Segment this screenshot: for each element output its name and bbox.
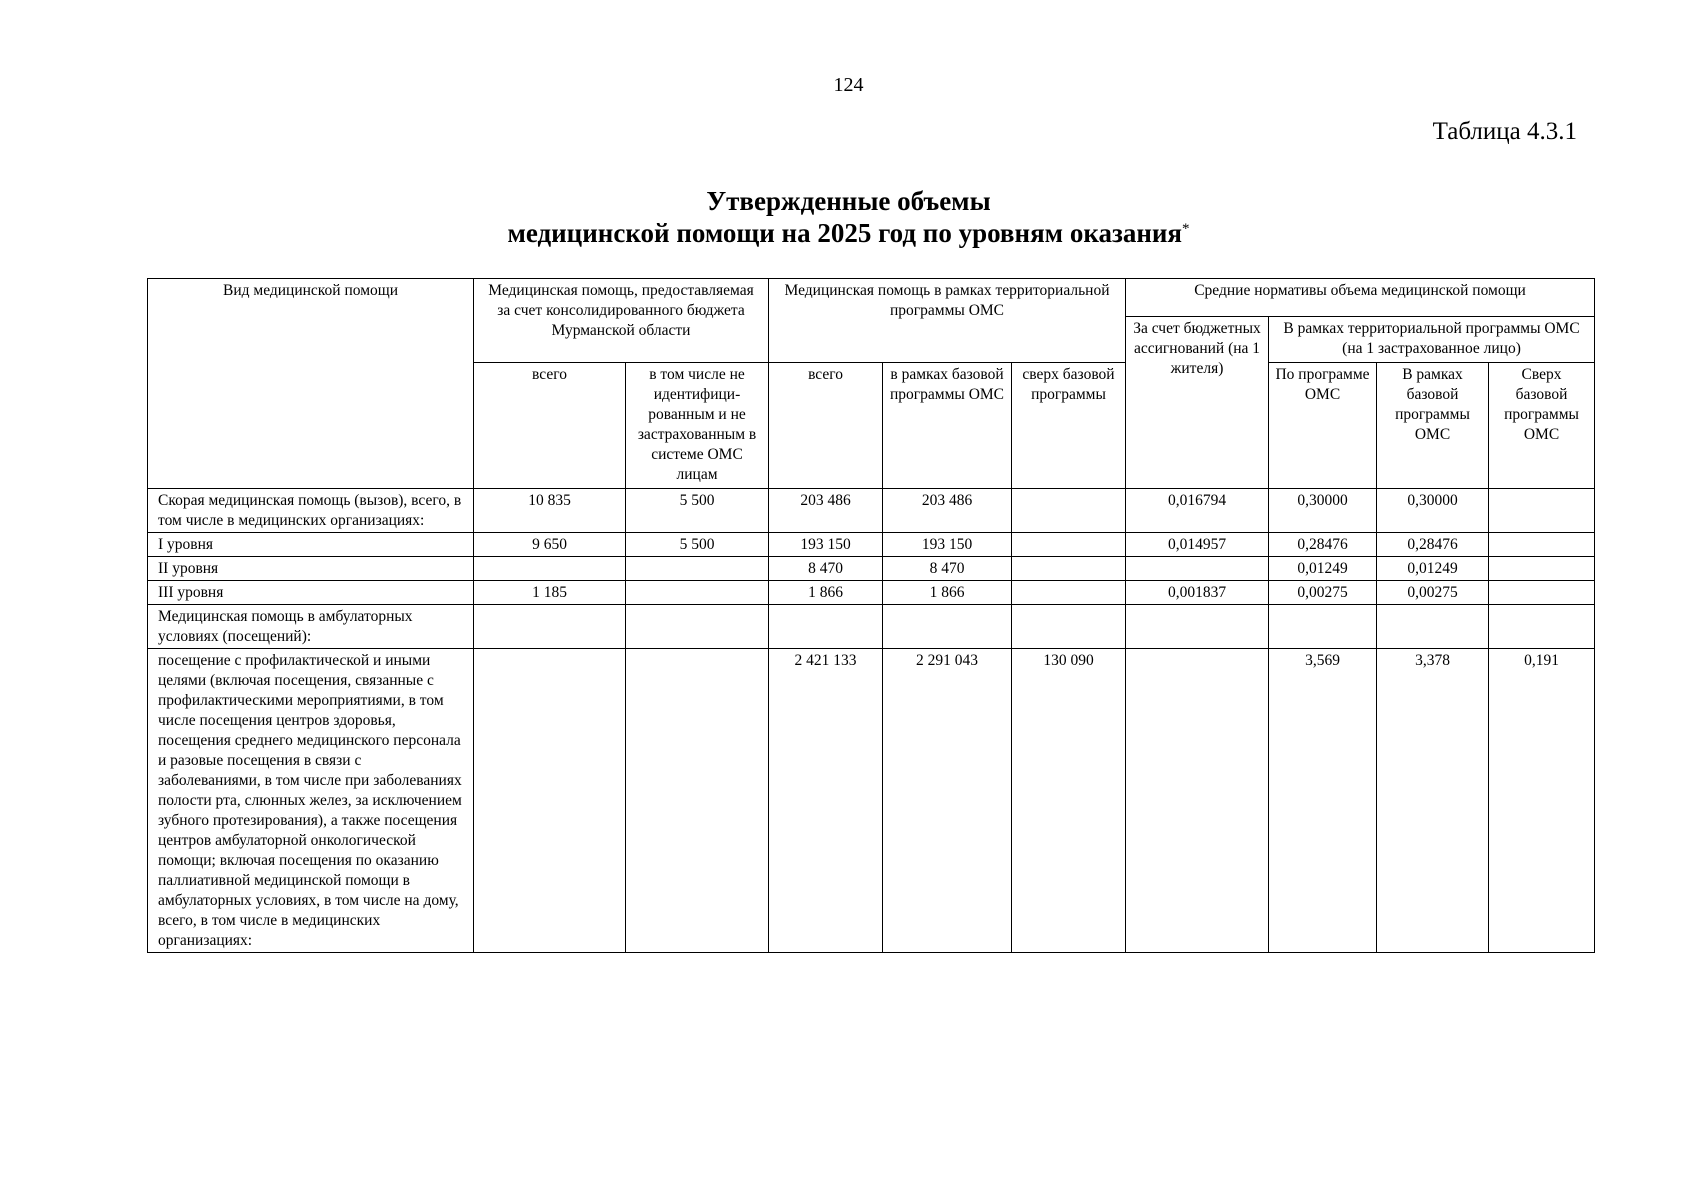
cell: 0,014957 bbox=[1126, 533, 1269, 557]
cell: 0,00275 bbox=[1377, 581, 1489, 605]
cell bbox=[1126, 649, 1269, 953]
header-consolidated: Медицинская помощь, предоставляемая за счет консолидированного бюджета Мурманской области bbox=[474, 279, 769, 363]
header-budget-per-resident: За счет бюджетных ассигнований (на 1 жителя) bbox=[1126, 317, 1269, 489]
cell: 1 185 bbox=[474, 581, 626, 605]
cell: 0,01249 bbox=[1269, 557, 1377, 581]
cell bbox=[626, 649, 769, 953]
cell: 8 470 bbox=[883, 557, 1012, 581]
table-row bbox=[148, 649, 1595, 953]
cell: 193 150 bbox=[769, 533, 883, 557]
cell bbox=[1489, 557, 1595, 581]
cell bbox=[883, 605, 1012, 649]
cell: 193 150 bbox=[883, 533, 1012, 557]
cell bbox=[1012, 489, 1126, 533]
cell bbox=[626, 557, 769, 581]
table-label: Таблица 4.3.1 bbox=[1432, 118, 1577, 145]
header-norm-above: Сверх базовой программы ОМС bbox=[1489, 363, 1595, 489]
table-row bbox=[148, 557, 1595, 581]
cell: 0,00275 bbox=[1269, 581, 1377, 605]
cell bbox=[1489, 605, 1595, 649]
header-territorial: Медицинская помощь в рамках территориальной программы ОМС bbox=[769, 279, 1126, 363]
cell bbox=[1012, 533, 1126, 557]
row-label: I уровня bbox=[148, 533, 474, 557]
cell: 8 470 bbox=[769, 557, 883, 581]
volumes-table bbox=[147, 278, 1595, 953]
cell bbox=[1489, 533, 1595, 557]
cell bbox=[1012, 581, 1126, 605]
cell: 10 835 bbox=[474, 489, 626, 533]
cell: 9 650 bbox=[474, 533, 626, 557]
cell bbox=[1269, 605, 1377, 649]
cell: 1 866 bbox=[883, 581, 1012, 605]
cell: 5 500 bbox=[626, 533, 769, 557]
row-label: Медицинская помощь в амбулаторных условиях (посещений): bbox=[148, 605, 474, 649]
row-label: посещение с профилактической и иными целями (включая посещения, связанные с профилактическими мероприятиями, в том числе посещения центров здоровья, посещения среднего медицинского персонала и разовые посещения в связи с заболеваниями, в том числе при заболеваниях полости рта, слюнных желез, за исключением зубного протезирования), а также посещения центров амбулаторной онкологической помощи; включая посещения по оказанию паллиативной медицинской помощи в амбулаторных условиях, в том числе на дому, всего, в том числе в медицинских организациях: bbox=[148, 649, 474, 953]
cell bbox=[1489, 581, 1595, 605]
cell bbox=[474, 557, 626, 581]
cell: 1 866 bbox=[769, 581, 883, 605]
title-line-1: Утвержденные объемы bbox=[706, 186, 991, 216]
document-title bbox=[0, 185, 1697, 249]
cell bbox=[1377, 605, 1489, 649]
cell bbox=[1126, 557, 1269, 581]
header-terr-base: в рамках базовой программы ОМС bbox=[883, 363, 1012, 489]
header-type: Вид медицинской помощи bbox=[148, 279, 474, 489]
header-cons-total: всего bbox=[474, 363, 626, 489]
header-norm-base: В рамках базовой программы ОМС bbox=[1377, 363, 1489, 489]
title-line-2-text: медицинской помощи на 2025 год по уровням оказания bbox=[507, 218, 1183, 248]
cell bbox=[1489, 489, 1595, 533]
cell: 203 486 bbox=[769, 489, 883, 533]
cell bbox=[626, 581, 769, 605]
title-line-2 bbox=[0, 217, 1697, 249]
header-cons-uninsured: в том числе не идентифици-рованным и не застрахованным в системе ОМС лицам bbox=[626, 363, 769, 489]
cell: 0,191 bbox=[1489, 649, 1595, 953]
header-terr-above: сверх базовой программы bbox=[1012, 363, 1126, 489]
table-row bbox=[148, 605, 1595, 649]
cell bbox=[474, 605, 626, 649]
cell: 0,016794 bbox=[1126, 489, 1269, 533]
table-row bbox=[148, 533, 1595, 557]
cell: 203 486 bbox=[883, 489, 1012, 533]
cell: 0,30000 bbox=[1269, 489, 1377, 533]
footnote-mark: * bbox=[1182, 221, 1190, 237]
cell: 5 500 bbox=[626, 489, 769, 533]
cell: 2 291 043 bbox=[883, 649, 1012, 953]
cell: 3,378 bbox=[1377, 649, 1489, 953]
cell bbox=[626, 605, 769, 649]
cell: 0,30000 bbox=[1377, 489, 1489, 533]
cell bbox=[1012, 557, 1126, 581]
cell bbox=[769, 605, 883, 649]
header-norm-program: По программе ОМС bbox=[1269, 363, 1377, 489]
cell: 3,569 bbox=[1269, 649, 1377, 953]
cell bbox=[1126, 605, 1269, 649]
header-terr-total: всего bbox=[769, 363, 883, 489]
cell: 0,28476 bbox=[1269, 533, 1377, 557]
row-label: II уровня bbox=[148, 557, 474, 581]
header-within-program: В рамках территориальной программы ОМС (на 1 застрахованное лицо) bbox=[1269, 317, 1595, 363]
cell: 2 421 133 bbox=[769, 649, 883, 953]
header-norms: Средние нормативы объема медицинской помощи bbox=[1126, 279, 1595, 317]
table-row bbox=[148, 581, 1595, 605]
row-label: Скорая медицинская помощь (вызов), всего, в том числе в медицинских организациях: bbox=[148, 489, 474, 533]
cell: 0,28476 bbox=[1377, 533, 1489, 557]
cell: 0,001837 bbox=[1126, 581, 1269, 605]
page-number: 124 bbox=[833, 74, 864, 96]
cell: 130 090 bbox=[1012, 649, 1126, 953]
table-row bbox=[148, 489, 1595, 533]
cell: 0,01249 bbox=[1377, 557, 1489, 581]
cell bbox=[474, 649, 626, 953]
cell bbox=[1012, 605, 1126, 649]
row-label: III уровня bbox=[148, 581, 474, 605]
